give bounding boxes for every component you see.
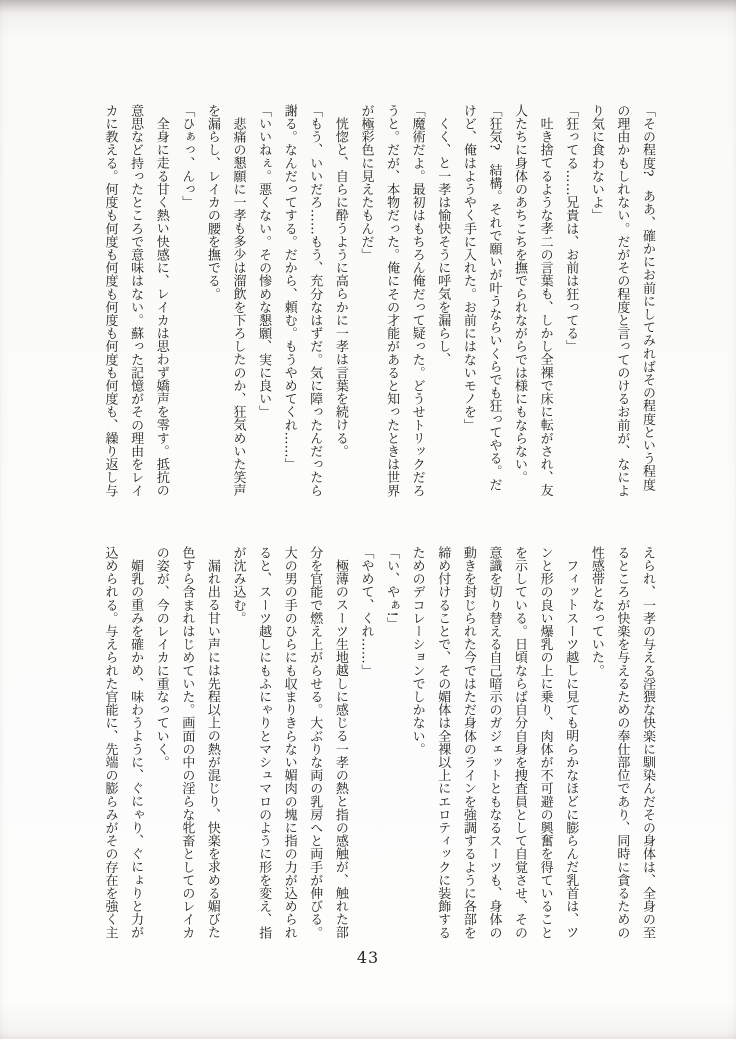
- text-column: を示している。日頃ならば自分自身を捜査員として自覚させ、その: [512, 546, 528, 939]
- text-column: るところが快楽を与えるための奉仕部位であり、同時に貪るための: [614, 546, 630, 939]
- text-column: 込められる。与えられた官能に、先端の膨らみがその存在を強く主: [102, 546, 118, 939]
- text-column: 極薄のスーツ生地越しに感じる一孝の熱と指の感触が、触れた部: [332, 559, 348, 939]
- text-column: の姿が、今のレイカに重なっていく。: [153, 546, 169, 769]
- page-number: 43: [356, 948, 380, 967]
- text-column: 「い、やぁ!」: [384, 546, 400, 630]
- text-column: 「狂気? 結構。それで願いが叶うならいくらでも狂ってやる。だ: [486, 104, 502, 491]
- text-column: 「もう、いいだろ……もう、充分なはずだ。気に障ったんだったら: [307, 104, 323, 497]
- text-column: 動きを封じられた今ではただ身体のラインを強調するように各部を: [460, 546, 476, 939]
- text-column: 性感帯となっていた。: [588, 546, 604, 677]
- text-column: 全身に走る甘く熱い快感に、レイカは思わず嬌声を零す。抵抗の: [153, 117, 169, 497]
- text-column: フィットスーツ越しに見ても明らかなほどに膨らんだ乳首は、ツ: [563, 559, 579, 939]
- text-column: 大の男の手のひらにも収まりきらない媚肉の塊に指の力が込められ: [281, 546, 297, 939]
- text-column: 「いいねぇ。悪くない。その惨めな懇願、実に良い」: [256, 104, 272, 419]
- text-column: カに教える。何度も何度も何度も何度も何度も何度も、繰り返し与: [102, 104, 118, 497]
- text-column: 「魔術だよ。最初はもちろん俺だって疑った。どうせトリックだろ: [409, 104, 425, 497]
- text-column: うと。だが、本物だった。俺にその才能があると知ったときは世界: [384, 104, 400, 497]
- text-column: くく、と一孝は愉快そうに呼気を漏らし、: [435, 117, 451, 366]
- text-column: が極彩色に見えたもんだ」: [358, 104, 374, 262]
- text-column: 悲痛の懇願に一孝も多少は溜飲を下ろしたのか、狂気めいた笑声: [230, 117, 246, 497]
- text-block-bottom: [97, 546, 660, 944]
- text-column: 「その程度? ああ、確かにお前にしてみればその程度という程度: [640, 104, 655, 491]
- text-column: 意思など持ったところで意味はない。蘇った記憶がその理由をレイ: [128, 104, 144, 497]
- text-column: が沈み込む。: [230, 546, 246, 625]
- text-column: 人たちに身体のあちこちを撫でられながらでは様にもならない。: [512, 104, 528, 484]
- text-column: ためのデコレーションでしかない。: [409, 546, 425, 756]
- text-column: 締め付けることで、その媚体は全裸以上にエロティックに装飾する: [435, 546, 451, 939]
- text-column: 「狂ってる……兄貴は、お前は狂ってる」: [563, 104, 579, 353]
- text-column: ンと形の良い爆乳の上に乗り、肉体が不可避の興奮を得ていること: [537, 546, 553, 939]
- text-column: 意識を切り替える自己暗示のガジェットともなるスーツも、身体の: [486, 546, 502, 939]
- text-column: ると、スーツ越しにもふにゃりとマシュマロのように形を変え、指: [256, 546, 272, 939]
- text-column: 恍惚と、自らに酔うように高らかに一孝は言葉を続ける。: [332, 117, 348, 458]
- text-column: 謝る。なんだってする。だから、頼む。もうやめてくれ……」: [281, 104, 297, 471]
- text-column: 漏れ出る甘い声には先程以上の熱が混じり、快楽を求める媚びた: [204, 559, 220, 939]
- text-column: 「ひぁっ、んっ」: [179, 104, 195, 209]
- text-column: り気に食わないよ」: [588, 104, 604, 222]
- text-column: 色すら含まれはじめていた。画面の中の淫らな牝畜としてのレイカ: [179, 546, 195, 939]
- text-column: 「やめて、くれ……」: [358, 546, 374, 677]
- text-column: 吐き捨てるような孝二の言葉も、しかし全裸で床に転がされ、友: [537, 117, 553, 497]
- text-column: の理由かもしれない。だがその程度と言ってのけるお前が、なによ: [614, 104, 630, 497]
- text-column: 分を官能で燃え上がらせる。大ぶりな両の乳房へと両手が伸びる。: [307, 546, 323, 939]
- text-column: を漏らし、レイカの腰を撫でる。: [204, 104, 220, 301]
- text-column: えられ、一孝の与える淫猥な快楽に馴染んだその身体は、全身の至: [640, 546, 655, 939]
- text-column: 媚乳の重みを確かめ、味わうように、ぐにゃり、ぐにょりと力が: [128, 559, 144, 939]
- text-block-top: [97, 104, 660, 502]
- text-column: けど、俺はようやく手に入れた。お前にはないモノを」: [460, 104, 476, 432]
